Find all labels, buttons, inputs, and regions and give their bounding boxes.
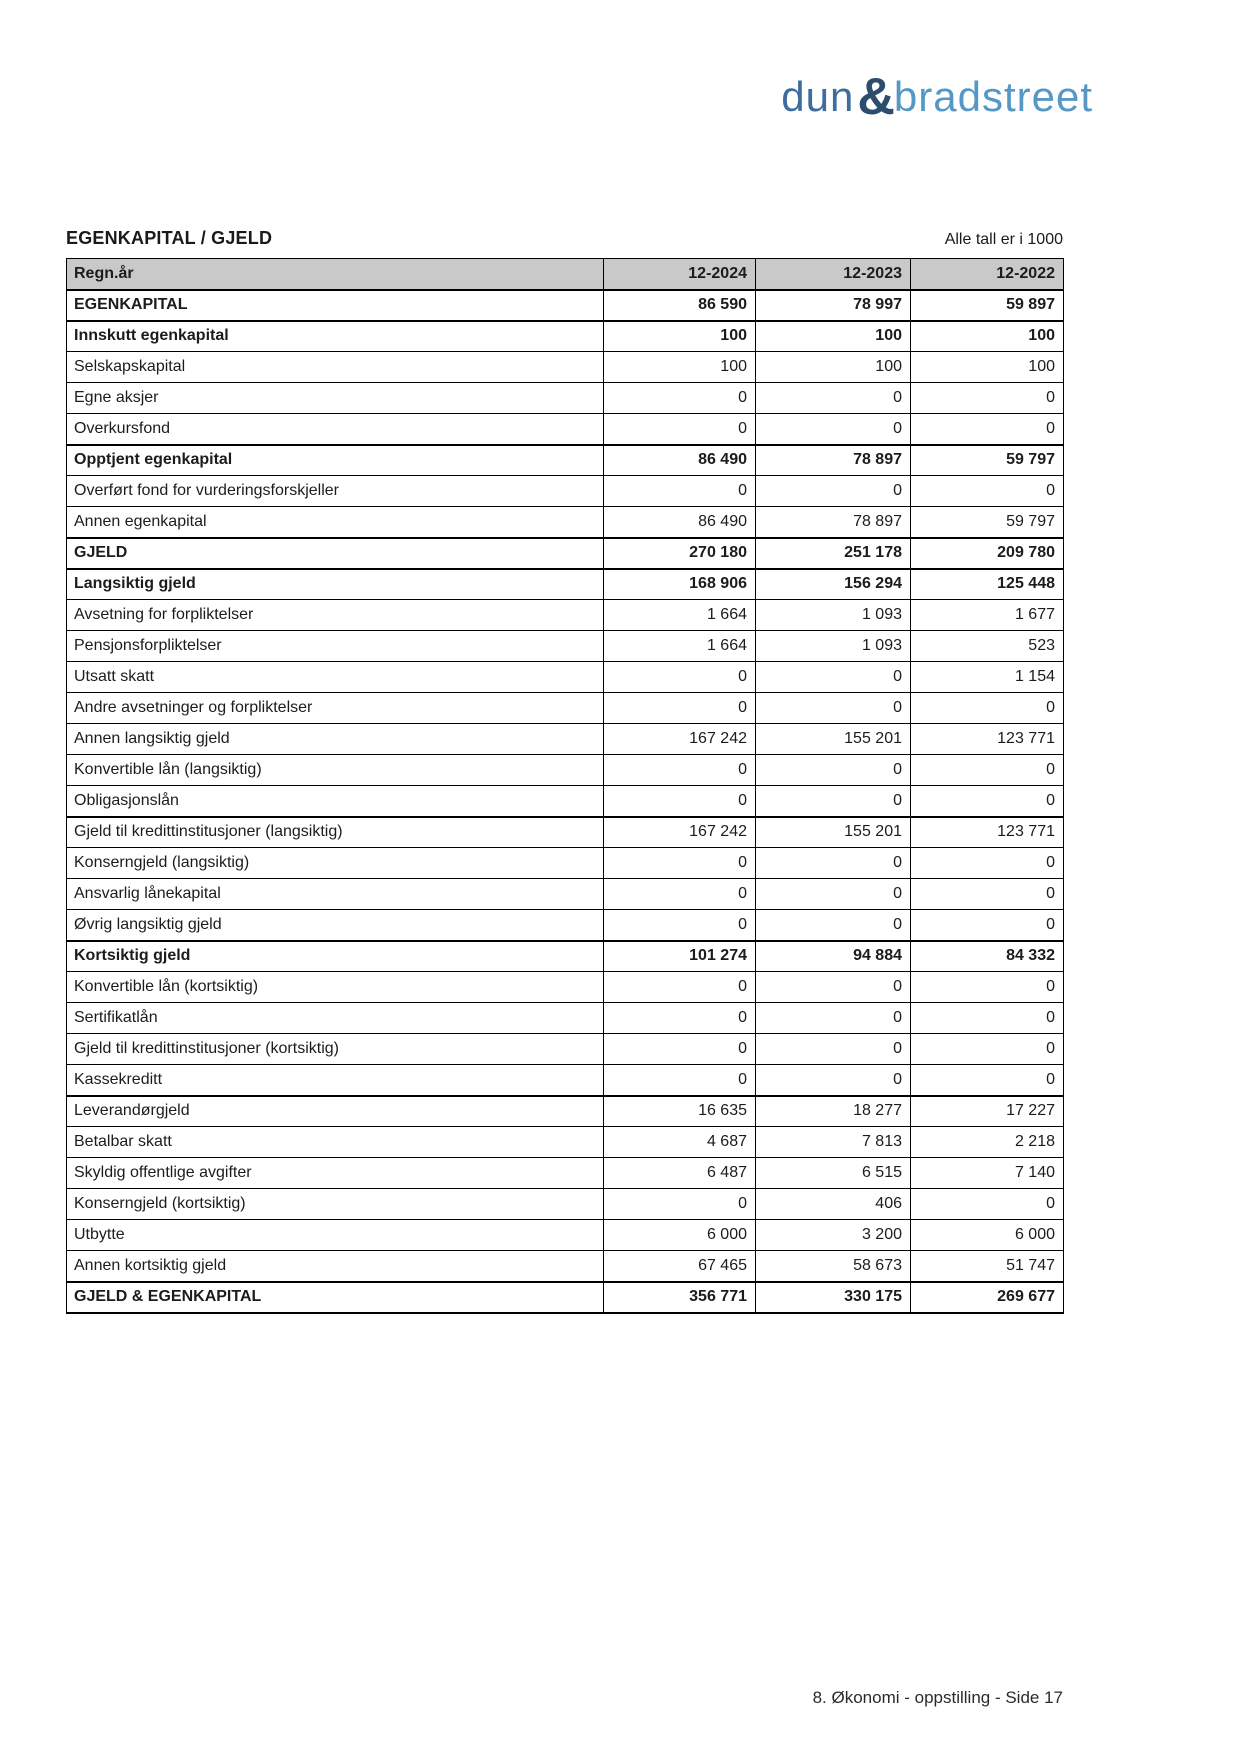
row-value: 0: [911, 383, 1064, 414]
row-value: 0: [756, 414, 911, 445]
row-value: 7 813: [756, 1127, 911, 1158]
table-row: [67, 600, 1064, 631]
row-label: Innskutt egenkapital: [67, 321, 604, 352]
row-value: 0: [604, 879, 756, 910]
row-value: 101 274: [604, 941, 756, 972]
row-value: 0: [911, 1003, 1064, 1034]
row-value: 59 797: [911, 507, 1064, 538]
row-label: Konserngjeld (kortsiktig): [67, 1189, 604, 1220]
row-value: 0: [604, 476, 756, 507]
row-label: Kassekreditt: [67, 1065, 604, 1096]
row-label: Egne aksjer: [67, 383, 604, 414]
row-value: 0: [604, 786, 756, 817]
row-value: 0: [604, 972, 756, 1003]
row-label: Selskapskapital: [67, 352, 604, 383]
row-label: Øvrig langsiktig gjeld: [67, 910, 604, 941]
logo-word-dun: dun: [781, 73, 855, 120]
column-header-year: 12-2023: [756, 259, 911, 290]
row-value: 0: [756, 786, 911, 817]
row-value: 0: [911, 1034, 1064, 1065]
table-row: [67, 1065, 1064, 1096]
row-value: 94 884: [756, 941, 911, 972]
row-value: 7 140: [911, 1158, 1064, 1189]
row-label: Konvertible lån (langsiktig): [67, 755, 604, 786]
row-value: 0: [911, 1065, 1064, 1096]
row-value: 86 490: [604, 445, 756, 476]
row-value: 100: [604, 352, 756, 383]
row-value: 270 180: [604, 538, 756, 569]
row-value: 0: [604, 910, 756, 941]
row-value: 0: [604, 1003, 756, 1034]
table-header-row: [67, 259, 1064, 290]
row-value: 523: [911, 631, 1064, 662]
row-label: Annen langsiktig gjeld: [67, 724, 604, 755]
table-row: [67, 631, 1064, 662]
row-value: 6 515: [756, 1158, 911, 1189]
table-row: [67, 724, 1064, 755]
table-row: [67, 879, 1064, 910]
row-value: 84 332: [911, 941, 1064, 972]
row-value: 100: [911, 352, 1064, 383]
table-row: [67, 1282, 1064, 1313]
row-value: 156 294: [756, 569, 911, 600]
row-value: 4 687: [604, 1127, 756, 1158]
row-value: 123 771: [911, 724, 1064, 755]
title-row: [66, 228, 1063, 249]
row-label: Sertifikatlån: [67, 1003, 604, 1034]
row-value: 123 771: [911, 817, 1064, 848]
row-label: Ansvarlig lånekapital: [67, 879, 604, 910]
units-note: Alle tall er i 1000: [944, 231, 1063, 248]
column-header-label: Regn.år: [67, 259, 604, 290]
table-row: [67, 848, 1064, 879]
row-value: 0: [756, 1003, 911, 1034]
row-value: 0: [756, 910, 911, 941]
row-value: 0: [756, 662, 911, 693]
row-value: 1 093: [756, 631, 911, 662]
table-row: [67, 1158, 1064, 1189]
ampersand-icon: &: [857, 68, 895, 126]
page-footer: 8. Økonomi - oppstilling - Side 17: [812, 1688, 1063, 1707]
row-value: 100: [756, 352, 911, 383]
row-label: Betalbar skatt: [67, 1127, 604, 1158]
row-label: Kortsiktig gjeld: [67, 941, 604, 972]
row-value: 155 201: [756, 817, 911, 848]
table-row: [67, 445, 1064, 476]
balance-sheet-table: [66, 258, 1064, 1314]
row-value: 1 093: [756, 600, 911, 631]
row-label: Skyldig offentlige avgifter: [67, 1158, 604, 1189]
table-row: [67, 476, 1064, 507]
row-value: 167 242: [604, 817, 756, 848]
row-value: 0: [604, 693, 756, 724]
row-value: 78 897: [756, 507, 911, 538]
row-label: Utsatt skatt: [67, 662, 604, 693]
row-value: 0: [604, 755, 756, 786]
row-value: 6 000: [911, 1220, 1064, 1251]
row-label: Pensjonsforpliktelser: [67, 631, 604, 662]
row-value: 0: [756, 879, 911, 910]
table-row: [67, 1251, 1064, 1282]
row-value: 0: [756, 693, 911, 724]
row-value: 168 906: [604, 569, 756, 600]
row-value: 0: [911, 1189, 1064, 1220]
table-row: [67, 290, 1064, 321]
row-label: Annen egenkapital: [67, 507, 604, 538]
row-value: 0: [604, 1189, 756, 1220]
row-label: Gjeld til kredittinstitusjoner (langsiktig): [67, 817, 604, 848]
row-value: 0: [604, 848, 756, 879]
row-label: Leverandørgjeld: [67, 1096, 604, 1127]
table-row: [67, 662, 1064, 693]
row-value: 0: [604, 662, 756, 693]
table-body: [67, 290, 1064, 1313]
row-value: 100: [604, 321, 756, 352]
table-row: [67, 1003, 1064, 1034]
row-value: 0: [911, 879, 1064, 910]
row-value: 0: [911, 972, 1064, 1003]
row-value: 0: [756, 476, 911, 507]
row-value: 86 590: [604, 290, 756, 321]
row-label: GJELD: [67, 538, 604, 569]
table-row: [67, 972, 1064, 1003]
table-row: [67, 569, 1064, 600]
row-label: Avsetning for forpliktelser: [67, 600, 604, 631]
column-header-year: 12-2022: [911, 259, 1064, 290]
logo-word-bradstreet: bradstreet: [893, 73, 1093, 120]
row-value: 59 897: [911, 290, 1064, 321]
row-value: 155 201: [756, 724, 911, 755]
row-value: 1 664: [604, 631, 756, 662]
table-row: [67, 910, 1064, 941]
row-value: 330 175: [756, 1282, 911, 1313]
row-label: Konserngjeld (langsiktig): [67, 848, 604, 879]
row-value: 0: [756, 755, 911, 786]
row-value: 125 448: [911, 569, 1064, 600]
table-row: [67, 1220, 1064, 1251]
table-row: [67, 383, 1064, 414]
table-row: [67, 1189, 1064, 1220]
table-row: [67, 755, 1064, 786]
content-area: [66, 228, 1063, 1314]
row-label: Langsiktig gjeld: [67, 569, 604, 600]
row-value: 51 747: [911, 1251, 1064, 1282]
row-value: 16 635: [604, 1096, 756, 1127]
table-row: [67, 817, 1064, 848]
row-value: 0: [604, 1065, 756, 1096]
row-value: 18 277: [756, 1096, 911, 1127]
row-label: Opptjent egenkapital: [67, 445, 604, 476]
row-value: 67 465: [604, 1251, 756, 1282]
row-value: 58 673: [756, 1251, 911, 1282]
row-label: Overkursfond: [67, 414, 604, 445]
row-value: 0: [911, 476, 1064, 507]
row-value: 0: [911, 693, 1064, 724]
row-value: 2 218: [911, 1127, 1064, 1158]
row-value: 269 677: [911, 1282, 1064, 1313]
row-value: 0: [911, 755, 1064, 786]
table-row: [67, 693, 1064, 724]
row-label: Gjeld til kredittinstitusjoner (kortsiktig): [67, 1034, 604, 1065]
row-value: 3 200: [756, 1220, 911, 1251]
row-label: Utbytte: [67, 1220, 604, 1251]
row-value: 251 178: [756, 538, 911, 569]
row-value: 59 797: [911, 445, 1064, 476]
row-value: 1 677: [911, 600, 1064, 631]
table-row: [67, 538, 1064, 569]
table-row: [67, 786, 1064, 817]
section-title: EGENKAPITAL / GJELD: [66, 228, 273, 248]
row-value: 0: [911, 414, 1064, 445]
row-value: 78 897: [756, 445, 911, 476]
row-value: 0: [911, 910, 1064, 941]
row-label: Obligasjonslån: [67, 786, 604, 817]
row-value: 209 780: [911, 538, 1064, 569]
row-value: 1 154: [911, 662, 1064, 693]
table-row: [67, 1096, 1064, 1127]
row-value: 100: [911, 321, 1064, 352]
row-value: 406: [756, 1189, 911, 1220]
row-value: 6 487: [604, 1158, 756, 1189]
row-label: GJELD & EGENKAPITAL: [67, 1282, 604, 1313]
row-value: 1 664: [604, 600, 756, 631]
table-row: [67, 352, 1064, 383]
row-label: EGENKAPITAL: [67, 290, 604, 321]
row-value: 0: [911, 848, 1064, 879]
row-value: 100: [756, 321, 911, 352]
table-row: [67, 321, 1064, 352]
row-value: 356 771: [604, 1282, 756, 1313]
row-value: 0: [756, 1065, 911, 1096]
row-label: Andre avsetninger og forpliktelser: [67, 693, 604, 724]
table-row: [67, 1034, 1064, 1065]
row-value: 6 000: [604, 1220, 756, 1251]
row-value: 0: [756, 848, 911, 879]
row-value: 86 490: [604, 507, 756, 538]
dun-and-bradstreet-logo: [781, 68, 1093, 126]
row-label: Annen kortsiktig gjeld: [67, 1251, 604, 1282]
row-value: 78 997: [756, 290, 911, 321]
row-value: 0: [756, 383, 911, 414]
row-label: Overført fond for vurderingsforskjeller: [67, 476, 604, 507]
row-value: 0: [911, 786, 1064, 817]
row-value: 0: [756, 1034, 911, 1065]
row-value: 17 227: [911, 1096, 1064, 1127]
row-value: 167 242: [604, 724, 756, 755]
row-label: Konvertible lån (kortsiktig): [67, 972, 604, 1003]
row-value: 0: [756, 972, 911, 1003]
column-header-year: 12-2024: [604, 259, 756, 290]
table-row: [67, 414, 1064, 445]
table-row: [67, 507, 1064, 538]
row-value: 0: [604, 383, 756, 414]
row-value: 0: [604, 414, 756, 445]
table-row: [67, 941, 1064, 972]
table-row: [67, 1127, 1064, 1158]
row-value: 0: [604, 1034, 756, 1065]
